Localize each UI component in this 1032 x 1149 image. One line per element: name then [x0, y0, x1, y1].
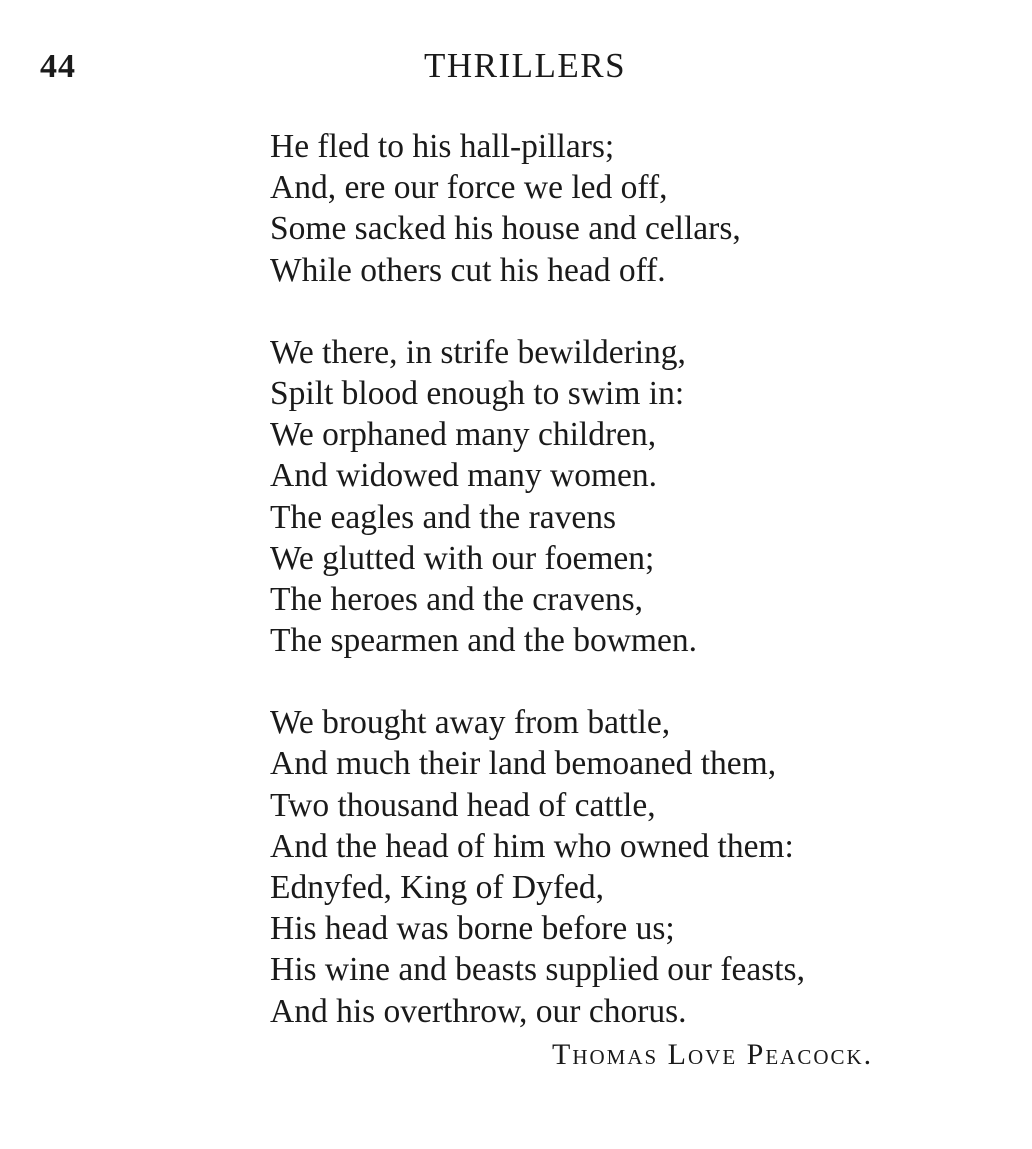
- stanza-2: [270, 332, 990, 662]
- stanza-3: [270, 702, 990, 1032]
- poem-line: And much their land bemoaned them,: [270, 745, 777, 783]
- poem-line: And the head of him who owned them:: [270, 827, 794, 865]
- poem-line: We glutted with our foemen;: [270, 539, 655, 577]
- poem-line: We there, in strife bewildering,: [270, 333, 686, 371]
- stanza-1: [270, 126, 990, 291]
- poem-line: The heroes and the cravens,: [270, 580, 643, 618]
- poem-line: While others cut his head off.: [270, 251, 666, 289]
- poem-line: Two thousand head of cattle,: [270, 786, 656, 824]
- poem: [270, 126, 990, 1032]
- poem-line: The eagles and the ravens: [270, 498, 617, 536]
- poem-author: Thomas Love Peacock.: [552, 1038, 874, 1071]
- poem-line: Spilt blood enough to swim in:: [270, 374, 685, 412]
- poem-line: We orphaned many children,: [270, 416, 657, 454]
- poem-line: And his overthrow, our chorus.: [270, 992, 687, 1030]
- running-head: THRILLERS: [423, 46, 627, 85]
- poem-line: He fled to his hall-pillars;: [270, 128, 615, 165]
- poem-line: Ednyfed, King of Dyfed,: [270, 869, 604, 906]
- poem-line: We brought away from battle,: [270, 704, 671, 742]
- poem-line: And widowed many women.: [270, 457, 658, 495]
- poem-line: His head was borne before us;: [270, 910, 675, 948]
- poem-line: The spearmen and the bowmen.: [270, 622, 697, 660]
- poem-line: His wine and beasts supplied our feasts,: [270, 951, 805, 989]
- poem-line: Some sacked his house and cellars,: [270, 210, 741, 248]
- poem-line: And, ere our force we led off,: [270, 169, 668, 207]
- page-number: 44: [40, 48, 76, 85]
